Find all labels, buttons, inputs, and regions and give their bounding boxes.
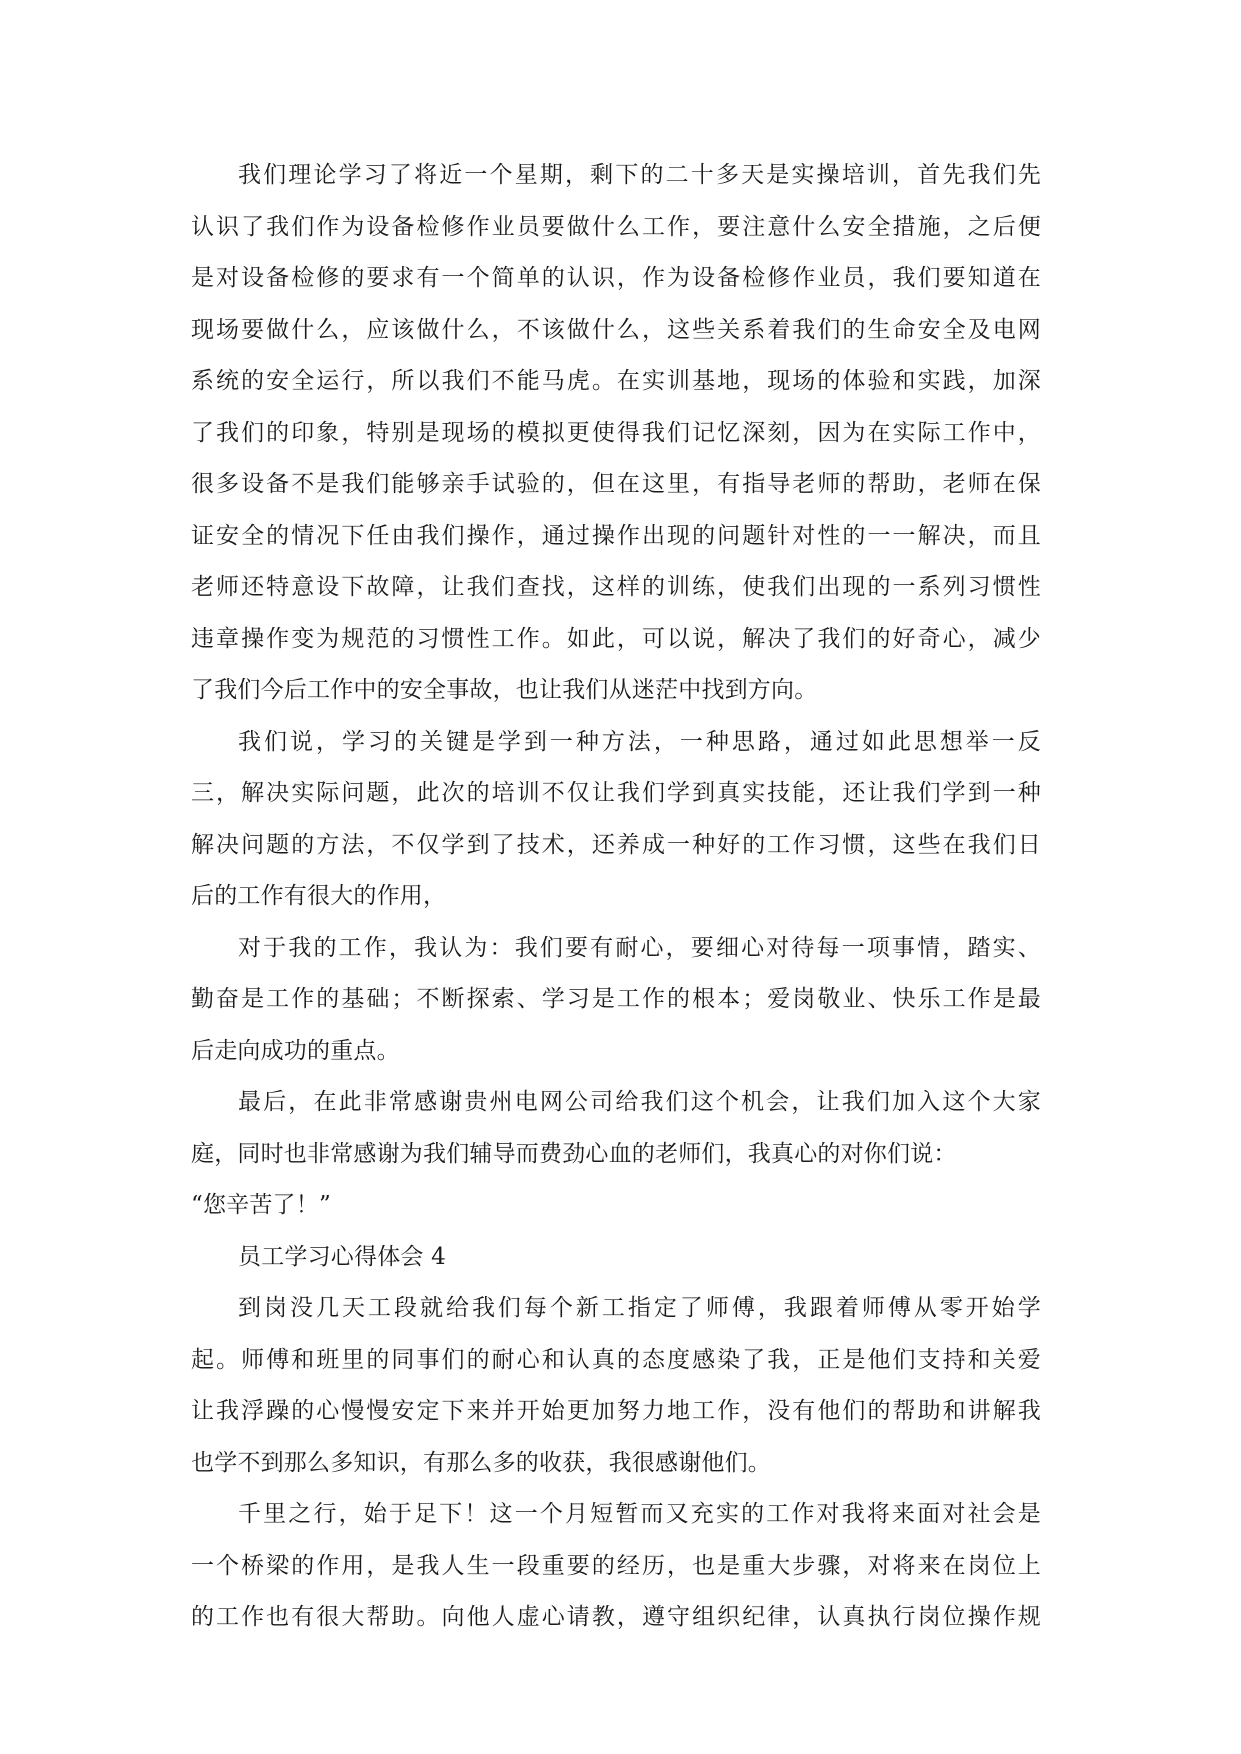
text-line: 是对设备检修的要求有一个简单的认识，作为设备检修作业员，我们要知道在: [191, 265, 1041, 291]
text-line: 到岗没几天工段就给我们每个新工指定了师傅，我跟着师傅从零开始学: [238, 1295, 1041, 1321]
text-line: 老师还特意设下故障，让我们查找，这样的训练，使我们出现的一系列习惯性: [191, 574, 1041, 600]
text-line: 了我们今后工作中的安全事故，也让我们从迷茫中找到方向。: [191, 677, 818, 703]
text-line: 对于我的工作，我认为：我们要有耐心，要细心对待每一项事情，踏实、: [238, 934, 1041, 961]
text-line: 让我浮躁的心慢慢安定下来并开始更加努力地工作，没有他们的帮助和讲解我: [191, 1398, 1041, 1424]
text-line: 最后，在此非常感谢贵州电网公司给我们这个机会，让我们加入这个大家: [238, 1089, 1041, 1115]
text-line: 解决问题的方法，不仅学到了技术，还养成一种好的工作习惯，这些在我们日: [191, 831, 1041, 858]
text-line: “您辛苦了！”: [191, 1192, 331, 1218]
text-line: 很多设备不是我们能够亲手试验的，但在这里，有指导老师的帮助，老师在保: [191, 471, 1041, 497]
text-line: 千里之行，始于足下！这一个月短暂而又充实的工作对我将来面对社会是: [238, 1501, 1041, 1527]
text-line: 勤奋是工作的基础；不断探索、学习是工作的根本；爱岗敬业、快乐工作是最: [191, 986, 1041, 1012]
text-line: 现场要做什么，应该做什么，不该做什么，这些关系着我们的生命安全及电网: [191, 316, 1041, 343]
text-line: 我们理论学习了将近一个星期，剩下的二十多天是实操培训，首先我们先: [238, 162, 1041, 188]
text-line: 我们说，学习的关键是学到一种方法，一种思路，通过如此思想举一反: [238, 728, 1041, 755]
text-line: 也学不到那么多知识，有那么多的收获，我很感谢他们。: [191, 1449, 771, 1476]
document-body: [191, 150, 1041, 1644]
text-line: 证安全的情况下任由我们操作，通过操作出现的问题针对性的一一解决，而且: [191, 522, 1041, 549]
text-line: 起。师傅和班里的同事们的耐心和认真的态度感染了我，正是他们支持和关爱: [191, 1346, 1041, 1373]
text-line: 的工作也有很大帮助。向他人虚心请教，遵守组织纪律，认真执行岗位操作规: [191, 1604, 1041, 1630]
text-line: 后走向成功的重点。: [191, 1037, 400, 1064]
text-line: 庭，同时也非常感谢为我们辅导而费劲心血的老师们，我真心的对你们说：: [191, 1140, 957, 1167]
text-line: 后的工作有很大的作用，: [191, 883, 447, 909]
text-line: 三，解决实际问题，此次的培训不仅让我们学到真实技能，还让我们学到一种: [191, 780, 1041, 806]
text-line: 一个桥梁的作用，是我人生一段重要的经历，也是重大步骤，对将来在岗位上: [191, 1552, 1041, 1579]
text-line: 违章操作变为规范的习惯性工作。如此，可以说，解决了我们的好奇心，减少: [191, 625, 1041, 652]
text-line: 员工学习心得体会 4: [238, 1243, 446, 1270]
text-line: 系统的安全运行，所以我们不能马虎。在实训基地，现场的体验和实践，加深: [191, 368, 1041, 394]
text-line: 了我们的印象，特别是现场的模拟更使得我们记忆深刻，因为在实际工作中，: [191, 419, 1041, 446]
text-line: 认识了我们作为设备检修作业员要做什么工作，要注意什么安全措施，之后便: [191, 213, 1041, 240]
